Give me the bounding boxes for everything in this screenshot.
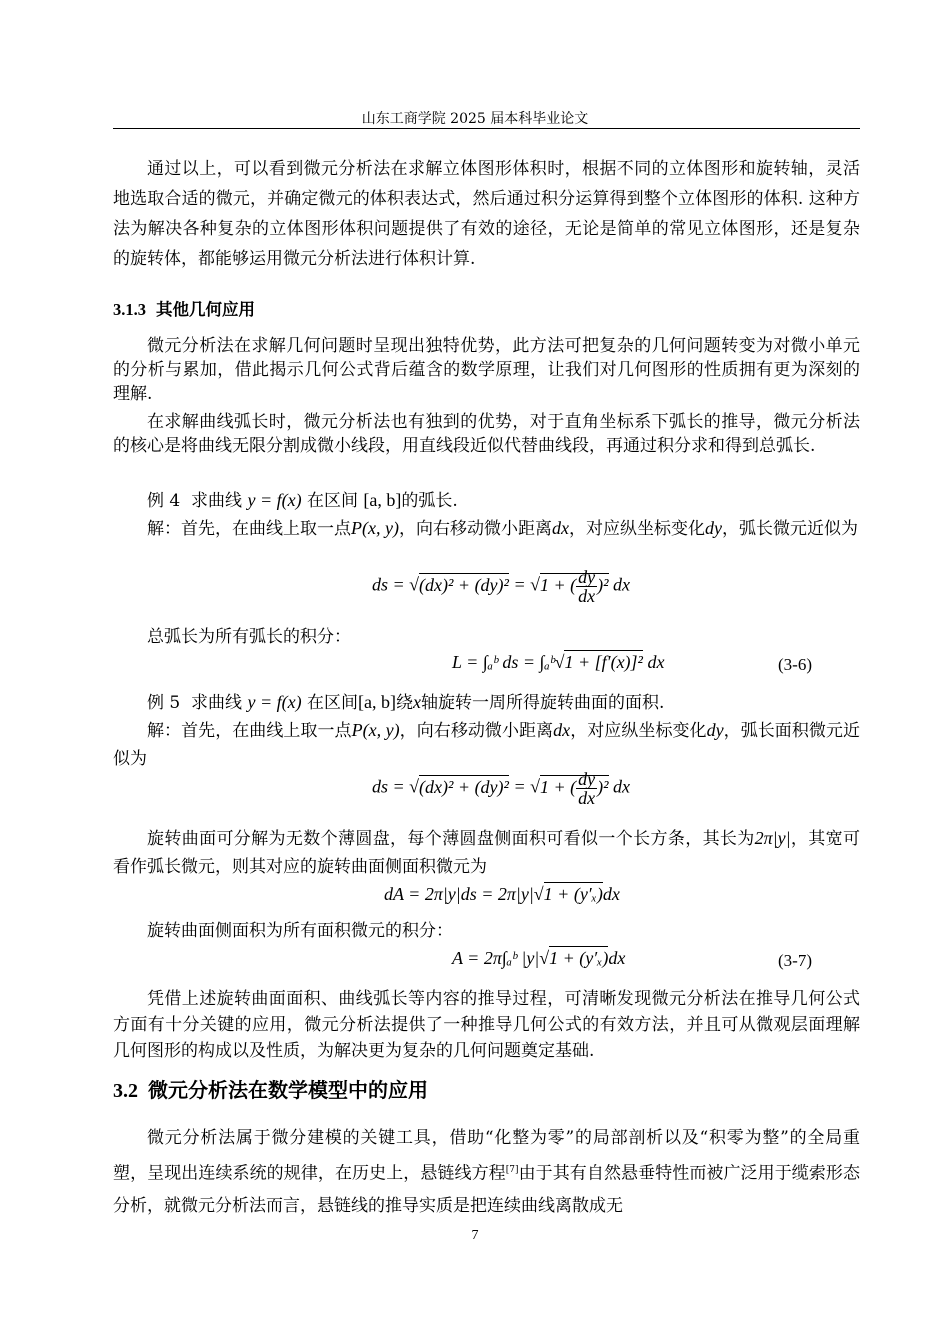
example-text: 求曲线 bbox=[191, 693, 243, 713]
point-formula: P(x, y) bbox=[351, 518, 399, 538]
solution-text: 解：首先，在曲线上取一点 bbox=[147, 519, 351, 539]
eq-radicand-post: )² bbox=[597, 574, 609, 595]
header-rule bbox=[113, 128, 860, 129]
solution-text: ，向右移动微小距离 bbox=[399, 721, 554, 741]
solution-text: ，向右移动微小距离 bbox=[398, 519, 552, 539]
eq-sign: = bbox=[513, 574, 526, 595]
solution-text: 解：首先，在曲线上取一点 bbox=[147, 721, 352, 741]
eq-sign: = bbox=[513, 776, 526, 797]
eq-radicand: 1 + (y′ₓ) bbox=[549, 948, 609, 968]
eq-lhs: L = bbox=[452, 652, 479, 672]
equation-3-6: L = ∫ₐᵇ ds = ∫ₐᵇ√1 + [f′(x)]² dx bbox=[452, 652, 665, 672]
section-heading-3-1-3 bbox=[113, 296, 255, 320]
equation-number-3-7: (3-7) bbox=[778, 951, 812, 970]
denominator: dx bbox=[578, 788, 596, 808]
fraction-dy-dx bbox=[576, 568, 597, 605]
section-heading-3-2 bbox=[113, 1074, 428, 1103]
axis-symbol: x bbox=[412, 692, 421, 712]
paragraph-advantage: 微元分析法在求解几何问题时呈现出独特优势，此方法可把复杂的几何问题转变为对微小单元的分析与累加，借此揭示几何公式背后蕴含的数学原理，让我们对几何图形的性质拥有更为深刻的理解. bbox=[113, 336, 860, 404]
equation-number-3-6: (3-6) bbox=[778, 655, 812, 674]
eq-radicand: 1 + [f′(x)]² bbox=[564, 652, 643, 672]
eq-lhs: ds = bbox=[372, 776, 405, 797]
section-number: 3.1.3 bbox=[113, 300, 146, 319]
eq-tail: dx bbox=[613, 574, 631, 595]
example-label: 例 5 bbox=[147, 693, 181, 713]
dx-symbol: dx bbox=[551, 518, 569, 538]
paragraph-summary: 凭借上述旋转曲面面积、曲线弧长等内容的推导过程，可清晰发现微元分析法在推导几何公式方面有十分关键的应用，微元分析法提供了一种推导几何公式的有效方法，并且可从微观层面理解几何图形的构成以及性质，为解决更为复杂的几何问题奠定基础. bbox=[113, 989, 860, 1061]
section-number: 3.2 bbox=[113, 1080, 138, 1102]
eq-radicand: 1 + (y′ₓ) bbox=[543, 884, 603, 904]
equation-3-7: A = 2π∫ₐᵇ |y|√1 + (y′ₓ)dx bbox=[452, 948, 626, 968]
solution-text: ，弧长面积微元近似为 bbox=[113, 721, 861, 769]
page-number: 7 bbox=[471, 1228, 479, 1243]
paragraph-intro: 通过以上，可以看到微元分析法在求解立体图形体积时，根据不同的立体图形和旋转轴，灵活地选取合适的微元，并确定微元的体积表达式，然后通过积分运算得到整个立体图形的体积. 这种方法为解决各种复杂的立体图形体积问题提供了有效的途径，无论是简单的常见立体图形，还是复杂的旋转体，都能够运用微元分析法进行体积计算. bbox=[113, 159, 860, 269]
paragraph-disk bbox=[113, 824, 860, 881]
eq-integral: ∫ₐᵇ ds = bbox=[482, 652, 536, 672]
eq-radicand-post: )² bbox=[597, 776, 609, 797]
eq-tail: dx bbox=[602, 884, 620, 904]
eq-lhs: ds = bbox=[372, 574, 405, 595]
solution-4 bbox=[113, 514, 860, 543]
eq-radicand-pre: 1 + ( bbox=[540, 776, 577, 797]
example-text: 在区间 bbox=[306, 693, 358, 713]
fraction-dy-dx bbox=[576, 770, 597, 807]
example-text: 轴旋转一周所得旋转曲面的面积. bbox=[420, 693, 665, 713]
denominator: dx bbox=[578, 586, 596, 606]
solution-5 bbox=[113, 716, 860, 773]
example-4 bbox=[113, 486, 860, 511]
disk-text: 旋转曲面可分解为无数个薄圆盘，每个薄圆盘侧面积可看似一个长方条，其长为 bbox=[147, 829, 755, 849]
equation-ds-1: ds = √(dx)² + (dy)² = √1 + ( $\frac{dy}{dx}$ )² dx bbox=[372, 567, 631, 606]
eq-radicand: (dx)² + (dy)² bbox=[419, 776, 509, 797]
section-title: 微元分析法在数学模型中的应用 bbox=[148, 1078, 428, 1102]
curve-formula: y = f(x) bbox=[247, 490, 302, 510]
example-text: 的弧长. bbox=[401, 491, 458, 511]
solution-text: ，对应纵坐标变化 bbox=[570, 721, 707, 741]
total-area-label: 旋转曲面侧面积为所有面积微元的积分： bbox=[147, 921, 453, 941]
model-text: 由于其有自然悬垂特性而被广泛用于缆索形态分析，就微元分析法而言，悬链线的推导实质是把连续曲线离散成无 bbox=[113, 1163, 861, 1216]
dx-symbol: dx bbox=[553, 720, 571, 740]
dy-symbol: dy bbox=[706, 720, 724, 740]
curve-formula: y = f(x) bbox=[247, 692, 302, 712]
numerator: dy bbox=[578, 567, 596, 587]
citation-ref[interactable]: [7] bbox=[505, 1165, 519, 1175]
eq-tail: dx bbox=[647, 652, 665, 672]
example-text: 绕 bbox=[395, 693, 413, 713]
model-text: 微元分析法属于微分建模的关键工具，借助“化整为零”的局部剖析以及“积零为整”的全局重塑，呈现出连续系统的规律，在历史上，悬链线方程 bbox=[113, 1128, 860, 1184]
solution-text: ，弧长微元近似为 bbox=[721, 519, 858, 539]
section-title: 其他几何应用 bbox=[156, 300, 255, 319]
point-formula: P(x, y) bbox=[351, 720, 400, 740]
solution-text: ，对应纵坐标变化 bbox=[568, 519, 705, 539]
eq-radicand-pre: 1 + ( bbox=[540, 574, 577, 595]
interval: [a, b] bbox=[357, 692, 396, 712]
eq-tail: dx bbox=[608, 948, 626, 968]
paragraph-model bbox=[113, 1122, 860, 1222]
interval: [a, b] bbox=[363, 490, 402, 510]
eq-integral: ∫ₐᵇ bbox=[539, 652, 555, 672]
numerator: dy bbox=[578, 769, 596, 789]
length-formula: 2π|y| bbox=[754, 828, 791, 848]
running-header: 山东工商学院 2025 届本科毕业论文 bbox=[361, 111, 589, 127]
equation-dA: dA = 2π|y|ds = 2π|y|√1 + (y′ₓ)dx bbox=[384, 884, 620, 904]
example-5 bbox=[113, 688, 860, 713]
example-text: 求曲线 bbox=[191, 491, 243, 511]
eq-radicand: (dx)² + (dy)² bbox=[419, 574, 509, 595]
equation-ds-2: ds = √(dx)² + (dy)² = √1 + ( $\frac{dy}{dx}$ )² dx bbox=[372, 769, 631, 808]
example-text: 在区间 bbox=[306, 491, 358, 511]
dy-symbol: dy bbox=[704, 518, 722, 538]
disk-text: ，其宽可看作弧长微元，则其对应的旋转曲面侧面积微元为 bbox=[113, 829, 861, 877]
paragraph-arc-length: 在求解曲线弧长时，微元分析法也有独到的优势，对于直角坐标系下弧长的推导，微元分析法的核心是将曲线无限分割成微小线段，用直线段近似代替曲线段，再通过积分求和得到总弧长. bbox=[113, 412, 860, 456]
eq-tail: dx bbox=[613, 776, 631, 797]
example-label: 例 4 bbox=[147, 491, 181, 511]
eq-body: dA = 2π|y|ds = 2π|y| bbox=[384, 884, 534, 904]
total-arc-label: 总弧长为所有弧长的积分： bbox=[147, 627, 351, 647]
eq-body: A = 2π∫ₐᵇ |y| bbox=[452, 948, 540, 968]
